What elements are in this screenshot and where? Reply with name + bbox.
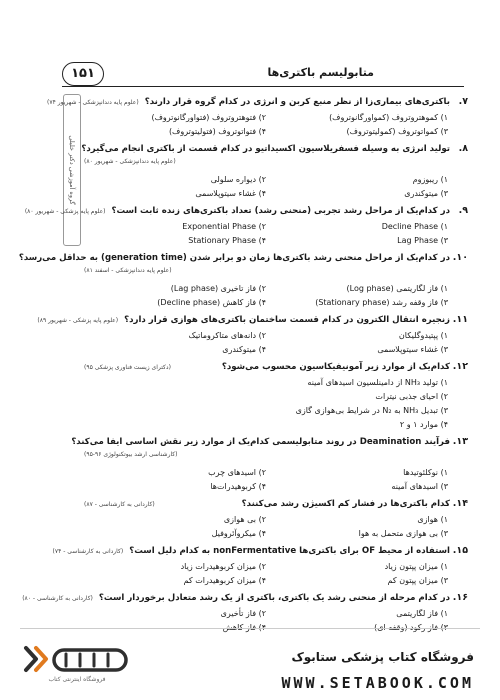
question-source: (علوم پایه دندانپزشکی - اسفند ۸۱) xyxy=(84,267,172,274)
question-text: در کدام‌یک از مراحل منحنی رشد باکتری‌ها زمان دو برابر شدن (generation time) به حداقل می‌رسد؟ xyxy=(18,253,450,263)
option-4: ۴) میزان کربوهیدرات کم xyxy=(183,576,266,585)
question-source: (علوم پایه دندانپزشکی - شهریور ۸۰) xyxy=(84,158,176,165)
question-source: (دکترای زیست فناوری پزشکی ۹۵) xyxy=(84,364,171,371)
option-2: ۲) احیای جذبی نیترات xyxy=(375,392,448,401)
question-13 xyxy=(71,436,468,494)
option-1: ۱) تولید NH₃ از دامینلسیون اسیدهای آمینه xyxy=(307,378,448,387)
option-1: ۱) میزان پپتون زیاد xyxy=(384,562,448,571)
question-source: (علوم پایه دندانپزشکی - شهریور ۷۴) xyxy=(47,99,139,106)
option-4: ۴) غشاء سیتوپلاسمی xyxy=(195,189,266,198)
question-11 xyxy=(37,314,468,357)
option-4: ۴) فاز کاهش (Decline phase) xyxy=(157,298,266,307)
question-7 xyxy=(47,96,468,139)
option-2: ۲) اسیدهای چرب xyxy=(208,468,266,477)
option-3: ۳) کمواتوتروف (کمولیتوتروف) xyxy=(346,127,448,136)
option-1: ۱) فاز لگاریتمی (Log phase) xyxy=(346,284,448,293)
question-number: ۱۴. xyxy=(452,498,468,509)
question-14 xyxy=(84,498,468,541)
question-text: تولید انرژی به وسیله فسفریلاسیون اکسیداتیو در کدام قسمت از باکتری انجام می‌گیرد؟ xyxy=(81,144,450,154)
question-number: ۱۱. xyxy=(452,314,468,325)
option-4: ۴) فاز کاهش xyxy=(222,623,266,632)
question-text: باکتری‌های بیماری‌زا از نظر منبع کربن و انرژی در کدام گروه قرار دارند؟ xyxy=(144,97,450,107)
option-1: ۱) نوکلئوتیدها xyxy=(403,468,448,477)
footer-divider xyxy=(20,628,480,629)
question-number: ۱۶. xyxy=(452,592,468,603)
option-1: ۱) هوازی xyxy=(417,515,448,524)
question-source: (کاردانی به کارشناسی - ۸۰) xyxy=(22,595,93,602)
option-3: ۳) غشاء سیتوپلاسمی xyxy=(377,345,448,354)
logo-subtitle: فروشگاه اینترنتی کتاب xyxy=(48,676,106,683)
question-text: کدام باکتری‌ها در فشار کم اکسیژن رشد می‌کنند؟ xyxy=(241,499,450,509)
option-2: ۲) میزان کربوهیدرات زیاد xyxy=(180,562,266,571)
option-1: ۱) ریبوزوم xyxy=(412,175,448,184)
question-source: (علوم پایه پزشکی - شهریور ۸۹) xyxy=(37,317,119,324)
option-2: ۲) فاز تاخیری (Lag phase) xyxy=(170,284,266,293)
option-4: ۴) موارد ۱ و ۲ xyxy=(399,420,448,429)
question-number: ۷. xyxy=(458,96,468,107)
option-3: ۳) بی هوازی متحمل به هوا xyxy=(358,529,448,538)
question-8 xyxy=(81,143,468,201)
option-4: ۴) میکروآئروفیل xyxy=(211,529,266,538)
option-2: ۲) بی هوازی xyxy=(223,515,266,524)
option-3: ۳) اسیدهای آمینه xyxy=(391,482,448,491)
question-number: ۱۰. xyxy=(452,252,468,263)
option-2: ۲) فتوهتروتروف (فتواورگانوتروف) xyxy=(151,113,266,122)
question-9 xyxy=(24,205,468,248)
option-4: ۴) فتواتوتروف (فتولیتوتروف) xyxy=(168,127,266,136)
question-text: در کدام مرحله از منحنی رشد یک باکتری، باکتری از یک رشد متعادل برخوردار است؟ xyxy=(98,593,450,603)
question-15 xyxy=(52,545,468,588)
option-1: Decline Phase (۱ xyxy=(381,222,448,231)
option-1: ۱) کموهتروتروف (کمواورگانوتروف) xyxy=(329,113,448,122)
question-source: (کاردانی به کارشناسی - ۸۷) xyxy=(84,501,155,508)
option-3: ۳) فاز رکود (وقفه ای) xyxy=(374,623,448,632)
page-number: ۱۵۱ xyxy=(62,62,104,86)
option-1: ۱) فاز لگاریتمی xyxy=(396,609,448,618)
option-2: Exponential Phase (۲ xyxy=(182,222,266,231)
question-10 xyxy=(18,252,468,310)
question-number: ۱۳. xyxy=(452,436,468,447)
option-3: Lag Phase (۳ xyxy=(397,236,448,245)
question-text: زنجیره انتقال الکترون در کدام قسمت ساختمان باکتری‌های هوازی قرار دارد؟ xyxy=(124,315,450,325)
page-header xyxy=(62,62,464,87)
option-2: ۲) دانه‌های متاکروماتیک xyxy=(188,331,266,340)
question-number: ۱۵. xyxy=(452,545,468,556)
option-4: ۴) کربوهیدرات‌ها xyxy=(210,482,266,491)
chapter-title: متابولیسم باکتری‌ها xyxy=(267,66,374,79)
option-3: ۳) تبدیل NH₃ به N₂ در شرایط بی‌هوازی گازی xyxy=(295,406,448,415)
question-source: (کاردانی به کارشناسی - ۷۴) xyxy=(52,548,124,555)
option-3: ۳) میزان پپتون کم xyxy=(387,576,448,585)
question-number: ۱۲. xyxy=(452,361,468,372)
side-tab-label: گروه آموزشی دکتر خلیلی xyxy=(68,135,76,205)
page-footer xyxy=(0,628,500,700)
question-number: ۹. xyxy=(458,205,468,216)
website-link[interactable]: WWW.SETABOOK.COM xyxy=(281,674,474,692)
option-3: ۳) فاز وقفه رشد (Stationary phase) xyxy=(315,298,448,307)
question-12 xyxy=(84,361,468,432)
question-source: (علوم پایه پزشکی - شهریور ۸۰) xyxy=(24,208,106,215)
side-tab xyxy=(63,94,81,246)
question-text: در کدام‌یک از مراحل رشد تجربی (منحنی رشد) تعداد باکتری‌های زنده ثابت است؟ xyxy=(111,206,450,216)
question-text: کدام‌یک از موارد زیر آمونیفیکاسیون محسوب می‌شود؟ xyxy=(221,362,450,372)
question-source: (کارشناسی ارشد بیوتکنولوژی ۹۶-۹۵) xyxy=(84,451,178,458)
question-number: ۸. xyxy=(458,143,468,154)
option-3: ۳) میتوکندری xyxy=(404,189,448,198)
option-2: ۲) دیواره سلولی xyxy=(210,175,266,184)
option-2: ۲) فاز تأخیری xyxy=(220,609,266,618)
option-1: ۱) پپتیدوگلیکان xyxy=(398,331,448,340)
question-text: فرآیند Deamination در روند متابولیسمی کدام‌یک از موارد زیر نقش اساسی ایفا می‌کند؟ xyxy=(71,437,450,447)
option-4: ۴) میتوکندری xyxy=(222,345,266,354)
question-text: استفاده از محیط OF برای باکتری‌ها nonFermentative به کدام دلیل است؟ xyxy=(129,546,450,556)
setabook-logo-icon xyxy=(22,642,132,676)
option-4: Stationary Phase (۴ xyxy=(188,236,266,245)
store-name: فروشگاه کتاب پزشکی ستابوک xyxy=(291,650,474,664)
setabook-logo[interactable] xyxy=(22,642,132,686)
